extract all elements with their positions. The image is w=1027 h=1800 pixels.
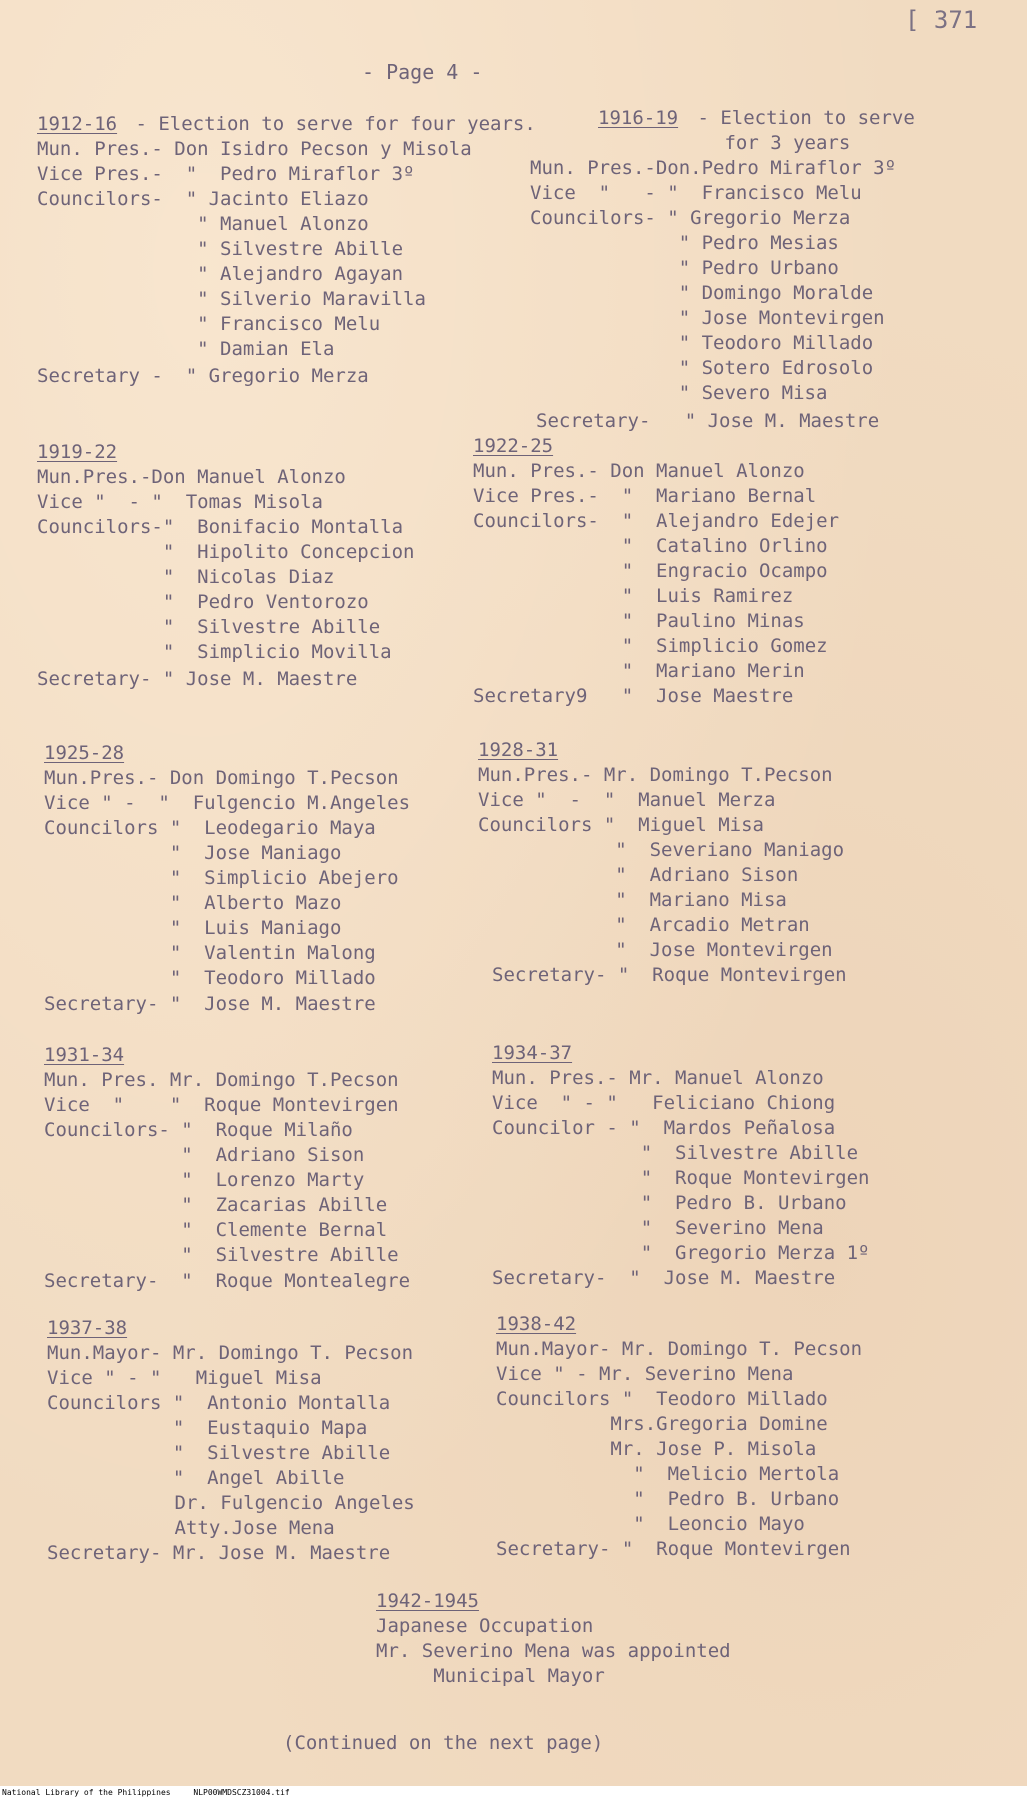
page-label: - Page 4 - (362, 60, 483, 84)
term-year-1922: 1922-25 (473, 435, 554, 457)
term-1919-line: Secretary- " Jose M. Maestre (37, 668, 358, 690)
term-1922-line: " Mariano Merin (473, 660, 805, 682)
term-1934-line: " Roque Montevirgen (492, 1167, 870, 1189)
term-1937-line: Vice " - " Miguel Misa (47, 1367, 322, 1389)
term-year-1934: 1934-37 (492, 1042, 573, 1064)
term-1916-line: " Domingo Moralde (530, 282, 874, 304)
term-1928-line: " Adriano Sison (478, 864, 799, 886)
file-name: NLP00WMDSCZ31004.tif (193, 1788, 290, 1797)
term-1938-line: Mun.Mayor- Mr. Domingo T. Pecson (496, 1338, 863, 1360)
term-1912-line: Councilors- " Jacinto Eliazo (37, 188, 369, 210)
term-year-1931: 1931-34 (44, 1044, 125, 1066)
term-1934-line: Mun. Pres.- Mr. Manuel Alonzo (492, 1067, 824, 1089)
term-1938-line: Mr. Jose P. Misola (496, 1438, 817, 1460)
term-1919-line: Vice " - " Tomas Misola (37, 491, 323, 513)
term-1919-line: " Hipolito Concepcion (37, 541, 415, 563)
term-1912-line: " Silvestre Abille (37, 238, 404, 260)
term-year-1919: 1919-22 (37, 441, 118, 463)
term-1916-line: for 3 years (530, 132, 851, 154)
term-1916-line: Vice " - " Francisco Melu (530, 182, 862, 204)
term-1912-line: " Francisco Melu (37, 313, 381, 335)
term-1919-line: Mun.Pres.-Don Manuel Alonzo (37, 466, 346, 488)
term-1912-line: Mun. Pres.- Don Isidro Pecson y Misola (37, 138, 472, 160)
term-1916-line: " Pedro Urbano (530, 257, 839, 279)
term-1928-line: Mun.Pres.- Mr. Domingo T.Pecson (478, 764, 833, 786)
term-1919-line: Councilors-" Bonifacio Montalla (37, 516, 404, 538)
term-1916-line: " Teodoro Millado (530, 332, 874, 354)
term-1925-line: " Alberto Mazo (44, 892, 342, 914)
term-1922-line: " Paulino Minas (473, 610, 805, 632)
term-1916-line: " Severo Misa (530, 382, 828, 404)
term-1922-line: Councilors- " Alejandro Edejer (473, 510, 840, 532)
term-year-1916: 1916-19 (598, 107, 679, 129)
term-year-1942: 1942-1945 (376, 1590, 479, 1612)
term-1912-line: " Manuel Alonzo (37, 213, 369, 235)
term-1912-line: " Silverio Maravilla (37, 288, 426, 310)
term-1919-line: " Silvestre Abille (37, 616, 381, 638)
term-1942-line: Municipal Mayor (376, 1665, 605, 1687)
term-1934-line: Vice " - " Feliciano Chiong (492, 1092, 836, 1114)
term-1925-line: Mun.Pres.- Don Domingo T.Pecson (44, 767, 399, 789)
scan-footer (0, 1786, 1027, 1800)
term-1938-line: Mrs.Gregoria Domine (496, 1413, 828, 1435)
term-1925-line: " Simplicio Abejero (44, 867, 399, 889)
term-1922-line: " Simplicio Gomez (473, 635, 828, 657)
term-1937-line: Mun.Mayor- Mr. Domingo T. Pecson (47, 1342, 414, 1364)
term-1916-line: Secretary- " Jose M. Maestre (536, 410, 880, 432)
term-1925-line: Vice " - " Fulgencio M.Angeles (44, 792, 411, 814)
term-1938-line: Councilors " Teodoro Millado (496, 1388, 828, 1410)
term-1931-line: " Zacarias Abille (44, 1194, 388, 1216)
term-1912-line: Vice Pres.- " Pedro Miraflor 3º (37, 163, 415, 185)
term-1928-line: Secretary- " Roque Montevirgen (492, 964, 847, 986)
term-1931-line: Mun. Pres. Mr. Domingo T.Pecson (44, 1069, 399, 1091)
term-1931-line: " Clemente Bernal (44, 1219, 388, 1241)
term-1919-line: " Pedro Ventorozo (37, 591, 369, 613)
term-1922-line: Mun. Pres.- Don Manuel Alonzo (473, 460, 805, 482)
term-1928-line: " Jose Montevirgen (478, 939, 833, 961)
term-1916-line: " Jose Montevirgen (530, 307, 885, 329)
term-1937-line: " Silvestre Abille (47, 1442, 391, 1464)
term-1922-line: " Engracio Ocampo (473, 560, 828, 582)
term-1938-line: " Pedro B. Urbano (496, 1488, 840, 1510)
term-1937-line: " Eustaquio Mapa (47, 1417, 368, 1439)
term-1916-line: Mun. Pres.-Don.Pedro Miraflor 3º (530, 157, 897, 179)
continued-note: (Continued on the next page) (283, 1732, 604, 1754)
term-year-1938: 1938-42 (496, 1313, 577, 1335)
library-name: National Library of the Philippines (2, 1788, 171, 1797)
term-1912-line: " Damian Ela (37, 338, 335, 360)
term-1931-line: Councilors- " Roque Milaño (44, 1119, 353, 1141)
term-year-1928: 1928-31 (478, 739, 559, 761)
term-1922-line: Secretary9 " Jose Maestre (473, 685, 794, 707)
term-1916-line: " Sotero Edrosolo (530, 357, 874, 379)
page-number-mark: [ 371 (905, 6, 978, 34)
term-1937-line: Councilors " Antonio Montalla (47, 1392, 391, 1414)
term-1938-line: " Leoncio Mayo (496, 1513, 805, 1535)
term-1925-line: " Jose Maniago (44, 842, 342, 864)
term-1922-line: " Luis Ramirez (473, 585, 794, 607)
term-1934-line: " Silvestre Abille (492, 1142, 859, 1164)
term-1938-line: " Melicio Mertola (496, 1463, 840, 1485)
term-year-1912: 1912-16 (37, 113, 118, 135)
term-1922-line: Vice Pres.- " Mariano Bernal (473, 485, 817, 507)
term-1931-line: Secretary- " Roque Montealegre (44, 1270, 411, 1292)
term-1912-line: - Election to serve for four years. (124, 113, 536, 135)
term-1916-line: Councilors- " Gregorio Merza (530, 207, 851, 229)
term-1934-line: " Gregorio Merza 1º (492, 1242, 870, 1264)
term-1938-line: Vice " - Mr. Severino Mena (496, 1363, 794, 1385)
term-1928-line: " Severiano Maniago (478, 839, 845, 861)
term-1931-line: Vice " " Roque Montevirgen (44, 1094, 399, 1116)
term-1937-line: Dr. Fulgencio Angeles (83, 1492, 415, 1514)
term-1931-line: " Silvestre Abille (44, 1244, 399, 1266)
term-1938-line: Secretary- " Roque Montevirgen (496, 1538, 851, 1560)
term-1928-line: " Mariano Misa (478, 889, 787, 911)
term-1922-line: " Catalino Orlino (473, 535, 828, 557)
term-1937-line: " Angel Abille (47, 1467, 345, 1489)
term-1937-line: Atty.Jose Mena (83, 1517, 335, 1539)
term-1916-line: - Election to serve (686, 107, 915, 129)
term-1934-line: " Severino Mena (492, 1217, 824, 1239)
term-1925-line: Secretary- " Jose M. Maestre (44, 993, 376, 1015)
term-1928-line: " Arcadio Metran (478, 914, 810, 936)
term-1934-line: Secretary- " Jose M. Maestre (492, 1267, 836, 1289)
term-1942-line: Japanese Occupation (376, 1615, 594, 1637)
term-1916-line: " Pedro Mesias (530, 232, 839, 254)
term-year-1937: 1937-38 (47, 1317, 128, 1339)
term-1931-line: " Lorenzo Marty (44, 1169, 365, 1191)
term-1925-line: " Luis Maniago (44, 917, 342, 939)
term-1942-line: Mr. Severino Mena was appointed (376, 1640, 731, 1662)
term-1912-line: Secretary - " Gregorio Merza (37, 365, 369, 387)
term-year-1925: 1925-28 (44, 742, 125, 764)
term-1919-line: " Nicolas Diaz (37, 566, 335, 588)
term-1928-line: Councilors " Miguel Misa (478, 814, 764, 836)
term-1934-line: Councilor - " Mardos Peñalosa (492, 1117, 836, 1139)
term-1919-line: " Simplicio Movilla (37, 641, 392, 663)
term-1931-line: " Adriano Sison (44, 1144, 365, 1166)
term-1912-line: " Alejandro Agayan (37, 263, 404, 285)
term-1934-line: " Pedro B. Urbano (492, 1192, 847, 1214)
term-1925-line: " Teodoro Millado (44, 967, 376, 989)
term-1937-line: Secretary- Mr. Jose M. Maestre (47, 1542, 391, 1564)
term-1928-line: Vice " - " Manuel Merza (478, 789, 776, 811)
term-1925-line: " Valentin Malong (44, 942, 376, 964)
term-1925-line: Councilors " Leodegario Maya (44, 817, 376, 839)
